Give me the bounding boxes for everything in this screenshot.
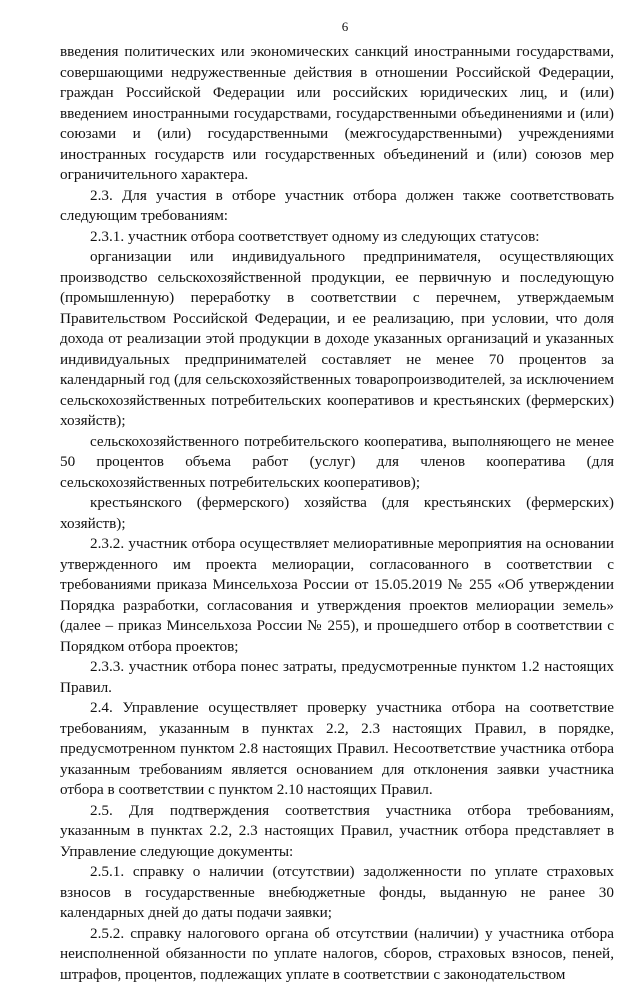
paragraph-status-organization: организации или индивидуального предпринимателя, осуществляющих производство сельскохозяйственной продукции, ее первичную и последующую (промышленную) переработку в соответствии с перечнем, утверждаемым Правительством Российской Федерации, и ее реализацию, при условии, что доля дохода от реализации этой продукции в доходе указанных организаций и указанных индивидуальных предпринимателей составляет не менее 70 процентов за календарный год (для сельскохозяйственных товаропроизводителей, за исключением сельскохозяйственных потребительских кооперативов и крестьянских (фермерских) хозяйств); (60, 247, 614, 432)
paragraph-2-5-2: 2.5.2. справку налогового органа об отсутствии (наличии) у участника отбора неисполненной обязанности по уплате налогов, сборов, страховых взносов, пеней, штрафов, процентов, подлежащих уплате в соответствии с законодательством (60, 924, 614, 985)
paragraph-2-5: 2.5. Для подтверждения соответствия участника отбора требованиям, указанным в пунктах 2.2, 2.3 настоящих Правил, участник отбора представляет в Управление следующие документы: (60, 801, 614, 863)
page-number: 6 (60, 18, 614, 40)
paragraph-status-farm: крестьянского (фермерского) хозяйства (для крестьянских (фермерских) хозяйств); (60, 493, 614, 534)
paragraph-2-5-1: 2.5.1. справку о наличии (отсутствии) задолженности по уплате страховых взносов в государственные внебюджетные фонды, выданную не ранее 30 календарных дней до даты подачи заявки; (60, 862, 614, 924)
paragraph-2-4: 2.4. Управление осуществляет проверку участника отбора на соответствие требованиям, указанным в пунктах 2.2, 2.3 настоящих Правил, в порядке, предусмотренном пунктом 2.8 настоящих Правил. Несоответствие участника отбора указанным требованиям является основанием для отклонения заявки участника отбора в соответствии с пунктом 2.10 настоящих Правил. (60, 698, 614, 801)
paragraph-2-3: 2.3. Для участия в отборе участник отбора должен также соответствовать следующим требованиям: (60, 186, 614, 227)
paragraph-2-3-1: 2.3.1. участник отбора соответствует одному из следующих статусов: (60, 227, 614, 248)
paragraph-status-cooperative: сельскохозяйственного потребительского кооператива, выполняющего не менее 50 процентов объема работ (услуг) для членов кооператива (для сельскохозяйственных потребительских кооперативов); (60, 432, 614, 494)
paragraph-2-3-3: 2.3.3. участник отбора понес затраты, предусмотренные пунктом 1.2 настоящих Правил. (60, 657, 614, 698)
paragraph-sanctions-continuation: введения политических или экономических санкций иностранными государствами, совершающими недружественные действия в отношении Российской Федерации, граждан Российской Федерации или российских юридических лиц, и (или) введением иностранными государствами, государственными объединениями и (или) союзами и (или) государственными (межгосударственными) учреждениями иностранных государств или государственных объединений и (или) союзов мер ограничительного характера. (60, 42, 614, 186)
document-body (60, 42, 614, 985)
paragraph-2-3-2: 2.3.2. участник отбора осуществляет мелиоративные мероприятия на основании утвержденного им проекта мелиорации, согласованного в соответствии с требованиями приказа Минсельхоза России от 15.05.2019 № 255 «Об утверждении Порядка разработки, согласования и утверждения проектов мелиорации земель» (далее – приказ Минсельхоза России № 255), и прошедшего отбор в соответствии с Порядком отбора проектов; (60, 534, 614, 657)
